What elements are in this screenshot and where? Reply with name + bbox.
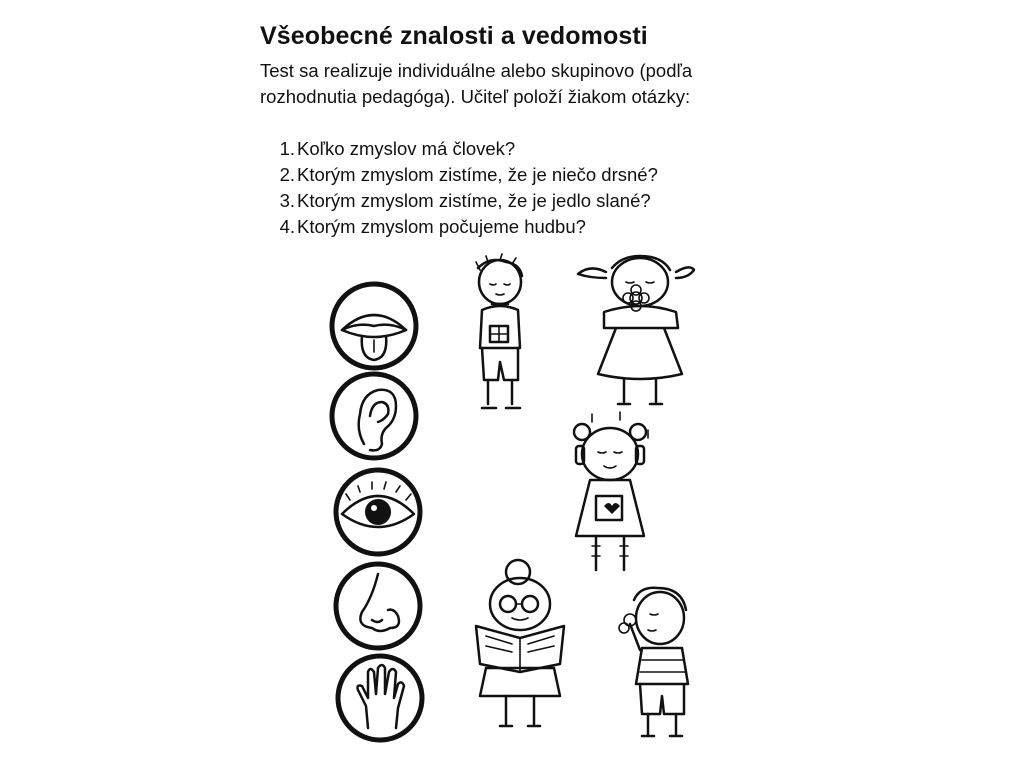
question-text: Ktorým zmyslom počujeme hudbu? — [297, 216, 586, 237]
question-text: Ktorým zmyslom zistíme, že je jedlo slané? — [297, 190, 651, 211]
girl-with-headphones — [574, 412, 648, 570]
question-number: 1. — [279, 138, 295, 159]
intro-text: Test sa realizuje individuálne alebo skupinovo (podľa rozhodnutia pedagóga). Učiteľ položí žiakom otázky: — [260, 60, 693, 107]
boy-eating-ice-cream — [619, 588, 688, 736]
question-number: 2. — [279, 164, 295, 185]
girl-reading-book — [476, 560, 564, 726]
question-text: Koľko zmyslov má človek? — [297, 138, 516, 159]
boy-with-box — [476, 254, 522, 408]
nose-icon — [336, 564, 420, 648]
tongue-icon — [332, 284, 416, 368]
question-text: Ktorým zmyslom zistíme, že je niečo drsné? — [297, 164, 658, 185]
ear-icon — [332, 374, 416, 458]
question-number: 3. — [279, 190, 295, 211]
page-title: Všeobecné znalosti a vedomosti — [260, 22, 648, 50]
hand-icon — [338, 656, 422, 740]
question-number: 4. — [279, 216, 295, 237]
girl-smelling-flower — [578, 256, 694, 404]
eye-icon — [336, 470, 420, 554]
